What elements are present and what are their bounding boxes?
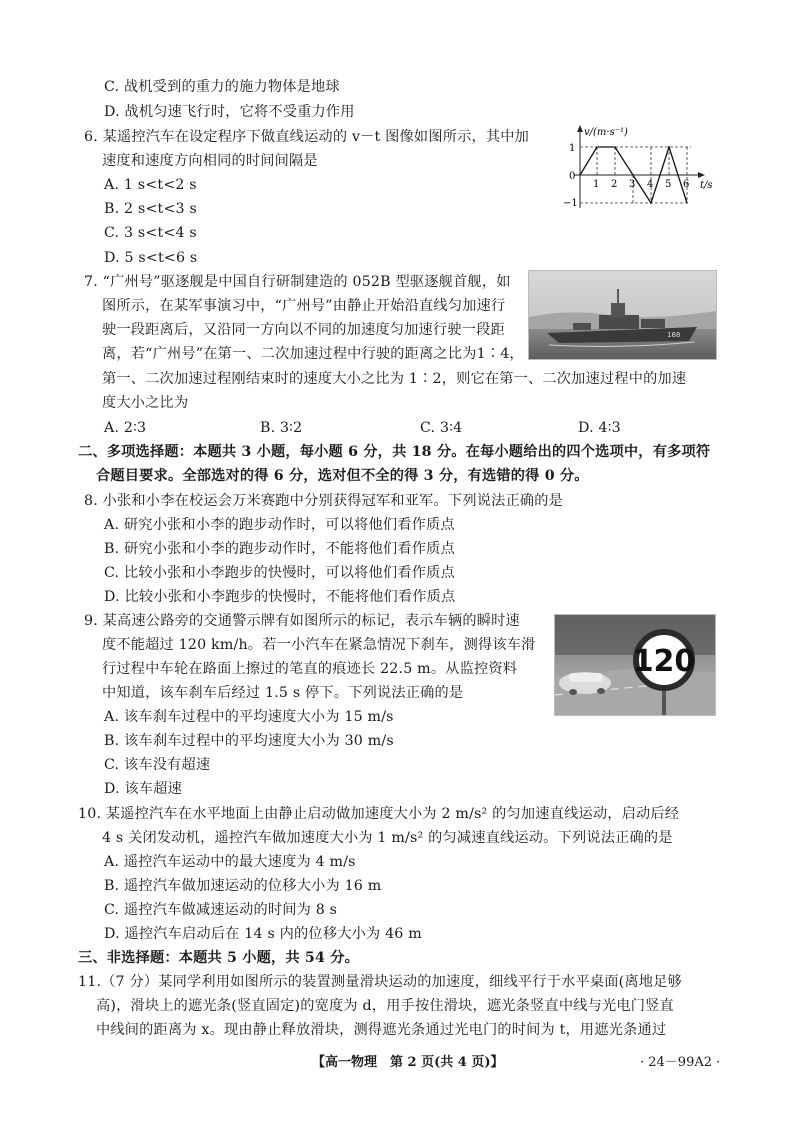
q11-line-3: 中线间的距离为 x。现由静止释放滑块，测得遮光条通过光电门的时间为 t，用遮光条通过: [96, 1022, 667, 1038]
q5-option-d: D. 战机匀速飞行时，它将不受重力作用: [104, 104, 355, 120]
q8-option-d: D. 比较小张和小李跑步的快慢时，不能将他们看作质点: [104, 589, 456, 605]
q11-line-2: 高)，滑块上的遮光条(竖直固定)的宽度为 d，用手按住滑块，遮光条竖直中线与光电门竖直: [96, 998, 674, 1014]
q7-line-6: 度大小之比为: [102, 395, 189, 411]
q6-option-d: D. 5 s<t<6 s: [104, 250, 198, 266]
q9-option-d: D. 该车超速: [104, 781, 183, 797]
q9-line-3: 行过程中车轮在路面上擦过的笔直的痕迹长 22.5 m。从监控资料: [102, 661, 518, 677]
q9-line-4: 中知道，该车刹车后经过 1.5 s 停下。下列说法正确的是: [102, 685, 464, 701]
q6-stem-line-1: 6. 某遥控汽车在设定程序下做直线运动的 v－t 图像如图所示，其中加: [84, 129, 530, 145]
q9-speed-limit-text: 120: [632, 644, 696, 679]
q6-x-tick-2: 2: [611, 179, 618, 190]
section-3-header: 三、非选择题：本题共 5 小题，共 54 分。: [78, 950, 359, 966]
q5-option-c: C. 战机受到的重力的施力物体是地球: [104, 79, 340, 95]
q10-option-c: C. 遥控汽车做减速运动的时间为 8 s: [104, 902, 338, 918]
q10-line-2: 4 s 关闭发动机，遥控汽车做加速度大小为 1 m/s² 的匀减速直线运动。下列说法正确的是: [102, 830, 673, 846]
q10-option-a: A. 遥控汽车运动中的最大速度为 4 m/s: [104, 854, 356, 870]
section-2-header-line-1: 二、多项选择题：本题共 3 小题，每小题 6 分，共 18 分。在每小题给出的四个选项中，有多项符: [78, 444, 711, 460]
q6-x-tick-4: 4: [647, 179, 654, 190]
q6-y-axis-label: v/(m·s⁻¹): [584, 127, 628, 138]
q6-stem-line-2: 速度和速度方向相同的时间间隔是: [102, 153, 318, 169]
q9-line-2: 度不能超过 120 km/h。若一小汽车在紧急情况下刹车，测得该车滑: [102, 637, 536, 653]
q6-y-tick-1: 1: [569, 143, 576, 154]
q6-vt-graph: [560, 122, 720, 214]
q6-option-c: C. 3 s<t<4 s: [104, 225, 197, 241]
q8-option-b: B. 研究小张和小李的跑步动作时，不能将他们看作质点: [104, 541, 455, 557]
section-2-header-line-2: 合题目要求。全部选对的得 6 分，选对但不全的得 3 分，有选错的得 0 分。: [96, 468, 589, 484]
q7-line-4: 离，若“广州号”在第一、二次加速过程中行驶的距离之比为1∶4，: [102, 346, 524, 362]
q6-option-a: A. 1 s<t<2 s: [104, 177, 197, 193]
q9-line-1: 9. 某高速公路旁的交通警示牌有如图所示的标记，表示车辆的瞬时速: [84, 613, 520, 629]
q7-line-2: 图所示，在某军事演习中，“广州号”由静止开始沿直线匀加速行: [102, 298, 506, 314]
q9-speed-sign-photo: [554, 614, 716, 716]
q7-line-5: 第一、二次加速过程刚结束时的速度大小之比为 1∶2，则它在第一、二次加速过程中的加速: [102, 371, 687, 387]
q7-line-3: 驶一段距离后，又沿同一方向以不同的加速度匀加速行驶一段距: [102, 322, 505, 338]
q7-warship-photo: [528, 270, 717, 360]
q6-option-b: B. 2 s<t<3 s: [104, 201, 197, 217]
q11-line-1: 11.（7 分）某同学利用如图所示的装置测量滑块运动的加速度，细线平行于水平桌面(离地足够: [78, 974, 682, 990]
q9-option-b: B. 该车刹车过程中的平均速度大小为 30 m/s: [104, 733, 394, 749]
q10-option-d: D. 遥控汽车启动后在 14 s 内的位移大小为 46 m: [104, 926, 422, 942]
q6-y-tick-neg1: −1: [563, 198, 578, 209]
q7-line-1: 7. “广州号”驱逐舰是中国自行研制建造的 052B 型驱逐舰首舰，如: [84, 274, 511, 290]
q9-option-c: C. 该车没有超速: [104, 757, 211, 773]
q7-option-b: B. 3∶2: [260, 420, 303, 436]
q7-option-c: C. 3∶4: [420, 420, 463, 436]
q6-x-axis-label: t/s: [700, 180, 713, 191]
q10-option-b: B. 遥控汽车做加速运动的位移大小为 16 m: [104, 878, 382, 894]
page-footer-code: · 24－99A2 ·: [640, 1055, 721, 1070]
q6-x-tick-6: 6: [683, 179, 690, 190]
q8-option-a: A. 研究小张和小李的跑步动作时，可以将他们看作质点: [104, 517, 455, 533]
q6-x-tick-3: 3: [629, 179, 636, 190]
q8-stem: 8. 小张和小李在校运会万米赛跑中分别获得冠军和亚军。下列说法正确的是: [84, 493, 564, 509]
page-footer-center: 【高一物理 第 2 页(共 4 页)】: [312, 1055, 504, 1070]
q8-option-c: C. 比较小张和小李跑步的快慢时，可以将他们看作质点: [104, 565, 455, 581]
q7-option-a: A. 2∶3: [104, 420, 147, 436]
q6-x-tick-5: 5: [665, 179, 672, 190]
q9-option-a: A. 该车刹车过程中的平均速度大小为 15 m/s: [104, 709, 394, 725]
q7-ship-hull-number: 168: [667, 331, 681, 339]
q6-x-tick-1: 1: [593, 179, 600, 190]
q6-y-tick-0: 0: [569, 171, 576, 182]
q7-option-d: D. 4∶3: [578, 420, 621, 436]
q10-line-1: 10. 某遥控汽车在水平地面上由静止启动做加速度大小为 2 m/s² 的匀加速直线运动，启动后经: [78, 806, 680, 822]
